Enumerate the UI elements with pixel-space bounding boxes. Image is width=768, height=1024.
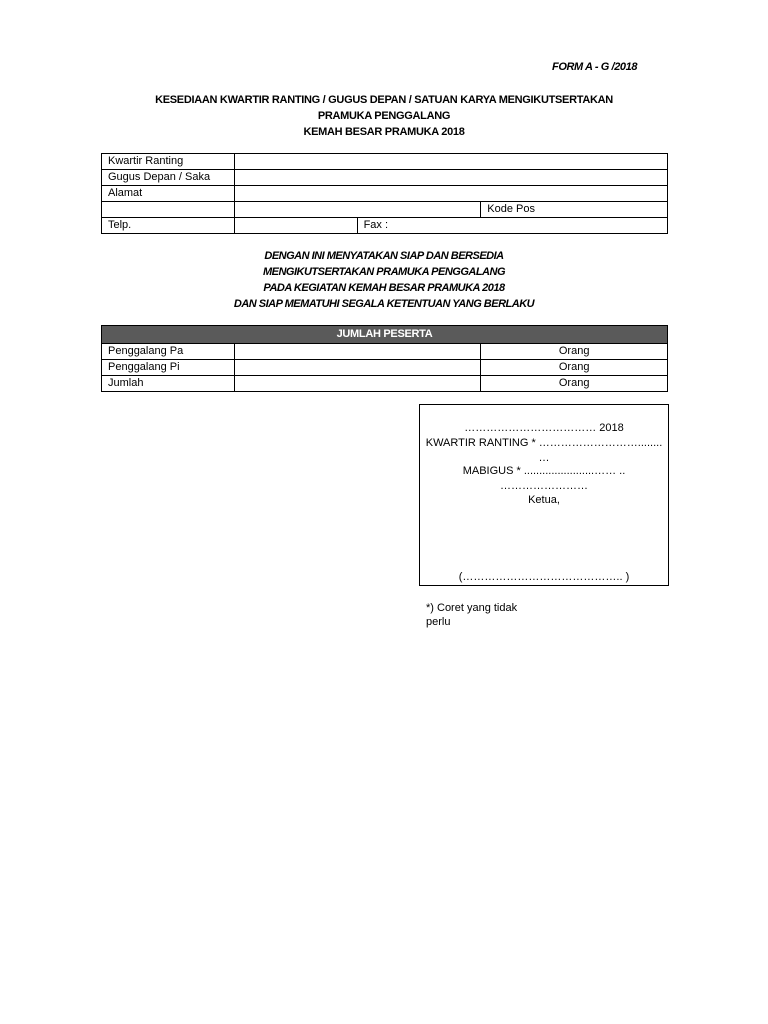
kwartir-ranting-label: Kwartir Ranting xyxy=(102,154,235,170)
signature-dots-line: …………………… xyxy=(500,480,588,492)
participants-header-row xyxy=(102,326,668,344)
penggalang-pi-label: Penggalang Pi xyxy=(102,360,235,376)
alamat-continuation-label xyxy=(102,202,235,218)
penggalang-pa-count-field[interactable] xyxy=(234,344,480,360)
gugus-depan-field[interactable] xyxy=(234,170,667,186)
title-line-3: KEMAH BESAR PRAMUKA 2018 xyxy=(303,126,465,138)
table-row xyxy=(102,154,668,170)
table-row xyxy=(102,170,668,186)
participants-table xyxy=(101,325,668,392)
declaration-line-1: DENGAN INI MENYATAKAN SIAP DAN BERSEDIA xyxy=(264,250,504,262)
table-row xyxy=(102,218,668,234)
table-row xyxy=(102,202,668,218)
jumlah-count-field[interactable] xyxy=(234,376,480,392)
penggalang-pa-label: Penggalang Pa xyxy=(102,344,235,360)
document-title xyxy=(100,92,668,140)
alamat-label: Alamat xyxy=(102,186,235,202)
table-row xyxy=(102,376,668,392)
unit-label: Orang xyxy=(481,360,668,376)
declaration-statement xyxy=(100,248,668,312)
kwartir-ranting-field[interactable] xyxy=(234,154,667,170)
form-code: FORM A - G /2018 xyxy=(552,61,638,73)
declaration-line-4: DAN SIAP MEMATUHI SEGALA KETENTUAN YANG BERLAKU xyxy=(233,298,535,310)
signature-box xyxy=(419,404,669,586)
unit-label: Orang xyxy=(481,344,668,360)
alamat-field[interactable] xyxy=(234,186,667,202)
table-row xyxy=(102,360,668,376)
unit-label: Orang xyxy=(481,376,668,392)
signature-kwartir-line[interactable]: KWARTIR RANTING * ………………………........ xyxy=(425,437,663,449)
penggalang-pi-count-field[interactable] xyxy=(234,360,480,376)
fax-field[interactable]: Fax : xyxy=(357,218,667,234)
identity-table xyxy=(101,153,668,234)
signature-name-line[interactable]: (…………………………………….. ) xyxy=(458,571,630,583)
kode-pos-field[interactable]: Kode Pos xyxy=(481,202,668,218)
alamat-continuation-field[interactable] xyxy=(234,202,480,218)
telp-field[interactable] xyxy=(234,218,357,234)
signature-role: Ketua, xyxy=(528,494,560,506)
signature-ellipsis-line: … xyxy=(538,452,550,464)
table-row xyxy=(102,186,668,202)
participants-header: JUMLAH PESERTA xyxy=(102,326,668,344)
telp-label: Telp. xyxy=(102,218,235,234)
title-line-2: PRAMUKA PENGGALANG xyxy=(317,110,451,122)
declaration-line-3: PADA KEGIATAN KEMAH BESAR PRAMUKA 2018 xyxy=(263,282,505,294)
signature-mabigus-line[interactable]: MABIGUS * .......................…… .. xyxy=(462,465,626,477)
jumlah-label: Jumlah xyxy=(102,376,235,392)
table-row xyxy=(102,344,668,360)
gugus-depan-label: Gugus Depan / Saka xyxy=(102,170,235,186)
declaration-line-2: MENGIKUTSERTAKAN PRAMUKA PENGGALANG xyxy=(262,266,506,278)
title-line-1: KESEDIAAN KWARTIR RANTING / GUGUS DEPAN / SATUAN KARYA MENGIKUTSERTAKAN xyxy=(155,94,613,106)
signature-date-line[interactable]: ……………………………… 2018 xyxy=(464,422,624,434)
footnote: *) Coret yang tidak perlu xyxy=(426,602,518,628)
